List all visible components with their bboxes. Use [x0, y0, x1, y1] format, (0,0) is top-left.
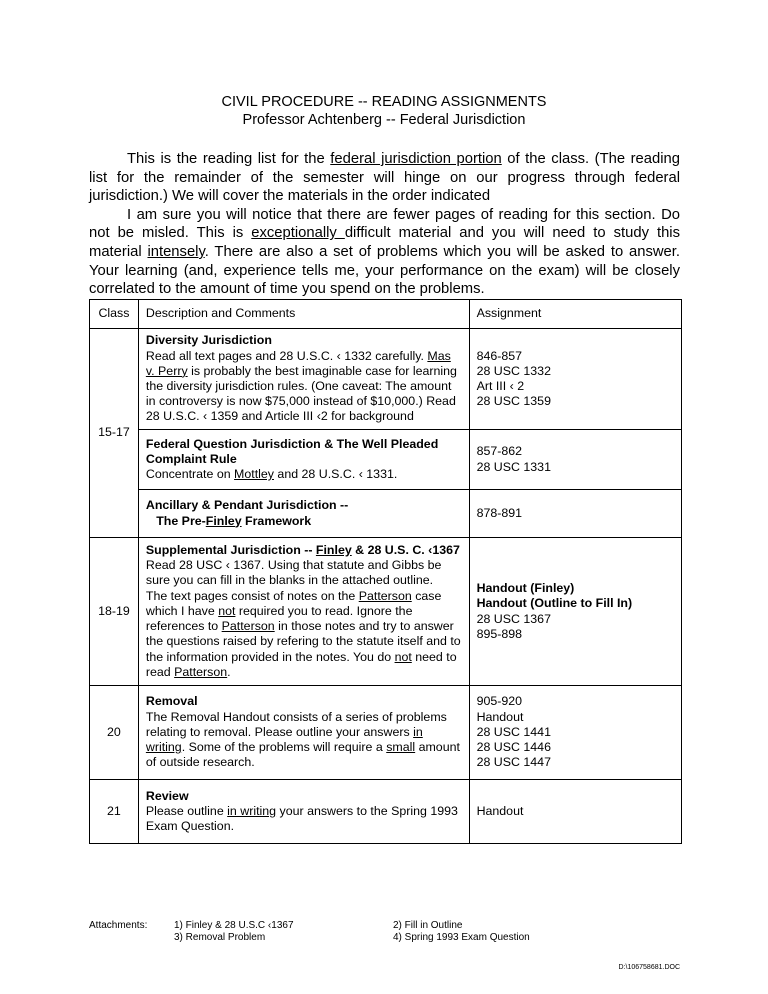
- intro-text: [89, 150, 680, 299]
- assignment-cell: Handout (Finley) Handout (Outline to Fill In) 28 USC 1367 895-898: [469, 538, 681, 686]
- assignment-cell: 857-862 28 USC 1331: [469, 430, 681, 490]
- assignment-cell: 846-857 28 USC 1332 Art III ‹ 2 28 USC 1359: [469, 329, 681, 430]
- table-row: [90, 538, 682, 686]
- assignment-cell: Handout: [469, 780, 681, 844]
- description-cell: Ancillary & Pendant Jurisdiction -- The Pre-Finley Framework: [138, 490, 469, 538]
- attachments-label: Attachments:: [89, 920, 148, 931]
- description-cell: Removal The Removal Handout consists of a series of problems relating to removal. Please outline your answers in writing. Some of the problems will require a small amount of outside research.: [138, 686, 469, 780]
- class-cell: 20: [90, 686, 139, 780]
- assignments-table: [89, 299, 682, 844]
- table-row: [90, 430, 682, 490]
- description-cell: Supplemental Jurisdiction -- Finley & 28 U.S. C. ‹1367 Read 28 USC ‹ 1367. Using that statute and Gibbs be sure you can fill in the blanks in the attached outline. The text pages consist of notes on the Patterson case which I have not required you to read. Ignore the references to Patterson in those notes and try to answer the questions raised by refering to the statute itself and to the information provided in the notes. You do not need to read Patterson.: [138, 538, 469, 686]
- attachments-list-2: 2) Fill in Outline 4) Spring 1993 Exam Question: [393, 920, 530, 943]
- class-cell: 21: [90, 780, 139, 844]
- intro-paragraph-2: I am sure you will notice that there are fewer pages of reading for this section. Do not be misled. This is exceptionally difficult material and you will need to study this material intensely. There are also a set of problems which you will be asked to answer. Your learning (and, experience tells me, your performance on the exam) will be closely correlated to the amount of time you spend on the problems.: [89, 206, 680, 298]
- description-cell: Federal Question Jurisdiction & The Well Pleaded Complaint Rule Concentrate on Mottley and 28 U.S.C. ‹ 1331.: [138, 430, 469, 490]
- table-row: [90, 780, 682, 844]
- table-header-row: [90, 300, 682, 329]
- document-title: CIVIL PROCEDURE -- READING ASSIGNMENTS: [221, 94, 547, 110]
- assignment-cell: 878-891: [469, 490, 681, 538]
- document-id: D:\106758681.DOC: [618, 964, 680, 971]
- class-cell: 18-19: [90, 538, 139, 686]
- table-row: [90, 490, 682, 538]
- class-cell: 15-17: [90, 329, 139, 538]
- header-description: Description and Comments: [138, 300, 469, 329]
- assignment-cell: 905-920 Handout 28 USC 1441 28 USC 1446 28 USC 1447: [469, 686, 681, 780]
- description-cell: Diversity Jurisdiction Read all text pages and 28 U.S.C. ‹ 1332 carefully. Mas v. Perry is probably the best imaginable case for learning the diversity jurisdiction rules. (One caveat: The amount in controversy is now $75,000 instead of $10,000.) Read 28 U.S.C. ‹ 1359 and Article III ‹2 for background: [138, 329, 469, 430]
- intro-paragraph-1: This is the reading list for the federal jurisdiction portion of the class. (The reading list for the remainder of the semester will hinge on our progress through federal jurisdiction.) We will cover the materials in the order indicated: [89, 151, 680, 205]
- attachments-list-1: 1) Finley & 28 U.S.C ‹1367 3) Removal Problem: [174, 920, 294, 943]
- description-cell: Review Please outline in writing your answers to the Spring 1993 Exam Question.: [138, 780, 469, 844]
- header-assignment: Assignment: [469, 300, 681, 329]
- header-class: Class: [90, 300, 139, 329]
- table-row: [90, 329, 682, 430]
- document-subtitle: Professor Achtenberg -- Federal Jurisdiction: [242, 112, 526, 128]
- table-row: [90, 686, 682, 780]
